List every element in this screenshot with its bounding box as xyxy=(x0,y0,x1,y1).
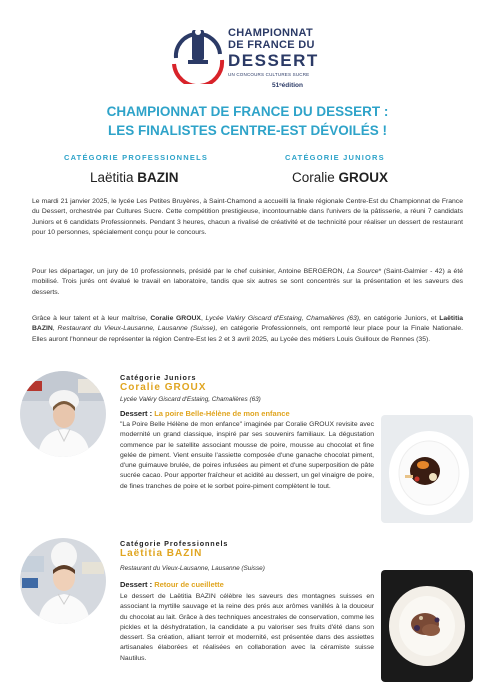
results-junior-name: Coralie GROUX xyxy=(150,315,201,322)
jury-text-a: Pour les départager, un jury de 10 professionnels, présidé par le chef cuisinier, Antoine BERGERON, xyxy=(32,268,347,275)
pro-dessert-icon xyxy=(381,570,473,682)
intro-paragraph: Le mardi 21 janvier 2025, le lycée Les Petites Bruyères, à Saint-Chamond a accueilli la finale régionale Centre-Est du Championnat de France du Dessert, orchestrée par Cultures Sucre. Cette compétition prestigieuse, incontournable dans l'univers de la pâtisserie, a réuni 7 candidats Juniors et 6 candidats Professionnels. Pendant 3 heures, chacun a rivalisé de créativité et de technicité pour réaliser un dessert de restaurant pour 10 personnes, spécialement conçu pour le concours. xyxy=(32,198,463,236)
junior-dessert-icon xyxy=(381,415,473,523)
results-pro-school: Restaurant du Vieux-Lausanne, Lausanne (Suisse), xyxy=(57,325,218,333)
pro-name xyxy=(120,548,202,559)
pro-description: Le dessert de Laëtitia BAZIN célèbre les saveurs des montagnes suisses en associant la myrtille sauvage et la reine des prés aux arômes vanillés à la douceur du chocolat au lait. Grâce à des techniques ancestrales de conservation, comme les pickles et la déshydratation, la candidate a pu valoriser ses fruits d'été dans son dessert. Sa création, alliant terroir et modernité, est présentée dans des assiettes artisanales élaborées et réalisées en collaboration avec la céramiste suisse Nautilus. xyxy=(120,593,374,662)
category-pro-label: CATÉGORIE PROFESSIONNELS xyxy=(64,153,209,162)
results-pro-name: Laëtitia BAZIN xyxy=(32,315,463,333)
junior-first-name: Coralie xyxy=(120,382,165,393)
junior-name xyxy=(120,382,206,393)
jury-restaurant: La Source xyxy=(346,268,379,275)
junior-category-label: Catégorie Juniors xyxy=(120,373,197,382)
junior-school: Lycée Valéry Giscard d'Estaing, Chamalières (63) xyxy=(120,396,261,403)
logo-tagline: UN CONCOURS CULTURES SUCRE xyxy=(228,72,310,77)
logo-line-1: CHAMPIONNAT xyxy=(228,27,313,39)
category-junior-label: CATÉGORIE JUNIORS xyxy=(285,153,385,162)
pro-last-name: BAZIN xyxy=(166,548,203,559)
pro-category-label: Catégorie Professionnels xyxy=(120,539,229,548)
winner-junior-first: Coralie xyxy=(292,170,339,185)
pro-dessert-label: Dessert : xyxy=(120,580,155,589)
headline-line-1: CHAMPIONNAT DE FRANCE DU DESSERT : xyxy=(106,104,389,119)
results-text-c: , xyxy=(200,315,206,322)
junior-dessert-line xyxy=(120,409,290,418)
pro-dessert-line xyxy=(120,580,224,589)
pro-school: Restaurant du Vieux-Lausanne, Lausanne (Suisse) xyxy=(120,565,265,572)
junior-dessert-name: La poire Belle-Hélène de mon enfance xyxy=(154,409,290,418)
pro-first-name: Laëtitia xyxy=(120,548,167,559)
pro-dessert-photo xyxy=(381,570,473,682)
winner-pro-last: BAZIN xyxy=(137,170,179,185)
championnat-logo xyxy=(170,24,350,86)
junior-last-name: GROUX xyxy=(164,382,207,393)
junior-dessert-label: Dessert : xyxy=(120,409,155,418)
edition-label: 51ᵉédition xyxy=(272,82,303,89)
page-headline xyxy=(30,102,465,140)
logo-emblem-icon xyxy=(170,24,226,84)
pro-portrait-photo xyxy=(20,538,106,624)
junior-description: "La Poire Belle Hélène de mon enfance" imaginée par Coralie GROUX revisite avec modernité un grand classique, inspiré par ses souvenirs familiaux. La dégustation commence par le satellite associant mousse de poire, mousse au chocolat et fine gelée de piment. Vient ensuite l'assiette composée d'une ganache chocolat piment, d'une guimauve brulée, de poires infusées au piment et d'une superposition de pâte sucrée cacao. Pour apporter fraîcheur et acidité au dessert, un gel vinaigre de poire, de fines tranches de poire et le sorbet poire-piment complètent le tout. xyxy=(120,421,374,490)
junior-portrait-icon xyxy=(20,371,106,457)
results-junior-school: Lycée Valéry Giscard d'Estaing, Chamalières (63), xyxy=(205,315,361,322)
headline-line-2: LES FINALISTES CENTRE-EST DÉVOILÉS ! xyxy=(107,123,388,138)
logo-line-2: DE FRANCE DU xyxy=(228,39,315,51)
winner-pro-name xyxy=(90,170,179,185)
results-text-g: , xyxy=(52,325,58,333)
results-paragraph xyxy=(32,314,463,345)
winner-pro-first: Laëtitia xyxy=(90,170,138,185)
results-text-i: en catégorie Professionnels, ont remporté leur place pour la Finale Nationale. Elles auront l'honneur de représenter la région Centre-Est les 2 et 3 avril 2025, au Lycée des métiers Louis Guilloux de Rennes (35). xyxy=(32,325,463,343)
results-text-e: en catégorie Juniors, et xyxy=(360,315,440,322)
pro-portrait-icon xyxy=(20,538,106,624)
results-text-a: Grâce à leur talent et à leur maîtrise, xyxy=(32,315,151,322)
jury-paragraph xyxy=(32,267,463,298)
winner-junior-last: GROUX xyxy=(338,170,389,185)
junior-dessert-photo xyxy=(381,415,473,523)
winner-junior-name xyxy=(292,170,388,185)
junior-portrait-photo xyxy=(20,371,106,457)
logo-line-3: DESSERT xyxy=(228,51,319,70)
jury-text-c: * (Saint-Galmier - 42) a été mobilisé. Trois jurés ont évalué le travail en laboratoire, tandis que six autres se sont concentrés sur la présentation et les saveurs des desserts. xyxy=(32,268,464,296)
pro-dessert-name: Retour de cueillette xyxy=(154,580,224,589)
